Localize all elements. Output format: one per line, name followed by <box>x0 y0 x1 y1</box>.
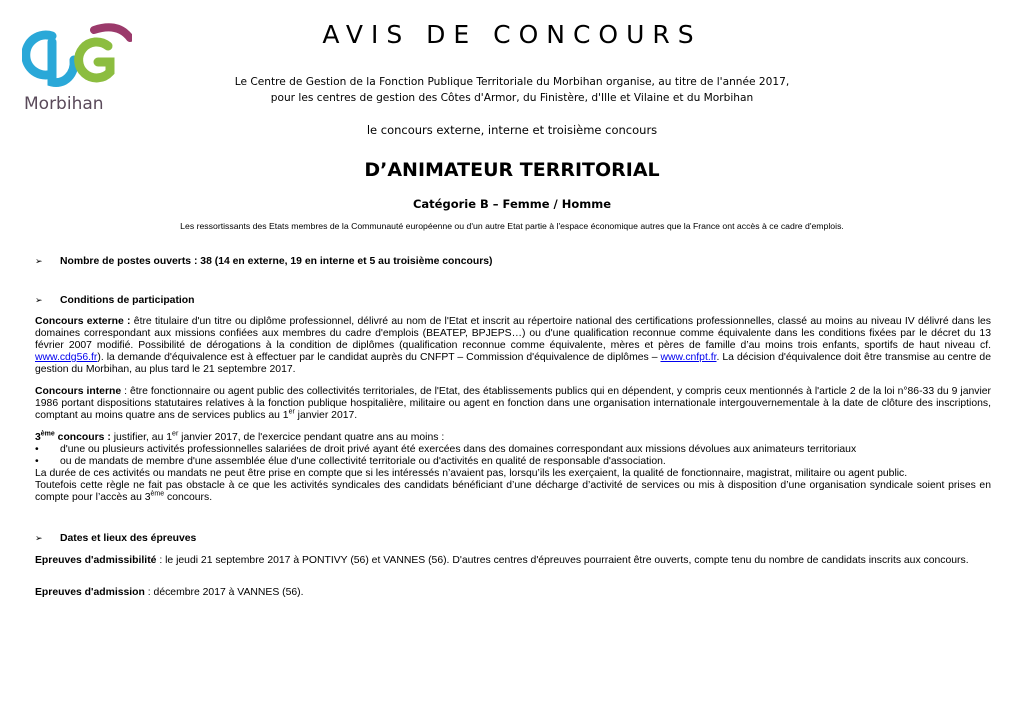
cdg56-link[interactable]: www.cdg56.fr <box>35 352 98 363</box>
conditions-heading-text: Conditions de participation <box>60 295 195 306</box>
list-item: • d'une ou plusieurs activités professionnelles salariées de droit privé ayant été exercées dans des domaines correspondant aux missions dévolues aux animateurs territoriaux <box>35 444 857 455</box>
intro <box>0 75 1024 106</box>
concours-type: le concours externe, interne et troisième concours <box>366 123 658 137</box>
troisieme-concours-paragraph: 3ème concours : justifier, au 1er janvier 2017, de l'exercice pendant quatre ans au moins : • d'une ou plusieurs activités professionnelles salariées de droit privé ayant été exercées dans des domaines correspondant aux missions dévolues aux animateurs territoriaux • ou de mandats de membre d'une assemblée élue d'une collectivité territoriale ou d'activités en qualité de responsable d'association. La durée de ces activités ou mandats ne peut être prise en compte que si les intéressés n’avaient pas, lorsqu’ils les exerçaient, la qualité de fonctionnaire, magistrat, militaire ou agent public. Toutefois cette règle ne fait pas obstacle à ce que les activités syndicales des candidats bénéficiant d’une décharge d’activité de services ou mis à disposition d’une organisation syndicale soient prises en compte pour l’accès au 3ème concours. <box>35 430 991 503</box>
logo-text: Morbihan <box>24 94 104 114</box>
arrow-bullet-icon: ➢ <box>35 295 43 305</box>
grade-title: D’ANIMATEUR TERRITORIAL <box>364 159 660 181</box>
admissibilite-label: Epreuves d'admissibilité <box>35 555 157 566</box>
dates-heading <box>35 533 196 544</box>
postes-text: Nombre de postes ouverts : 38 (14 en externe, 19 en interne et 5 au troisième concours) <box>60 256 493 267</box>
postes-heading <box>35 256 493 267</box>
conditions-heading <box>35 295 195 306</box>
dates-heading-text: Dates et lieux des épreuves <box>60 533 197 544</box>
bullet-dot-icon: • <box>35 456 39 467</box>
arrow-bullet-icon: ➢ <box>35 533 43 543</box>
admissibilite-paragraph: Epreuves d'admissibilité : le jeudi 21 septembre 2017 à PONTIVY (56) et VANNES (56). D'autres centres d'épreuves pourraient être ouverts, compte tenu du nombre de candidats inscrits aux concours. <box>35 555 969 566</box>
troisieme-duree-text: La durée de ces activités ou mandats ne peut être prise en compte que si les intéressés n’avaient pas, lorsqu’ils les exerçaient, la qualité de fonctionnaire, magistrat, militaire ou agent public. <box>35 468 908 479</box>
troisieme-syndical-text: Toutefois cette règle ne fait pas obstacle à ce que les activités syndicales des candidats bénéficiant d’une décharge d’activité de services ou mis à disposition d’une organisation syndicale soient prises en compte pour l’accès au 3ème concours. <box>35 480 991 503</box>
concours-externe-paragraph: Concours externe : être titulaire d'un titre ou diplôme professionnel, délivré au nom de l'Etat et inscrit au répertoire national des certifications professionnelles, classé au moins au niveau IV délivré dans les domaines correspondant aux missions confiées aux membres du cadre d'emplois (BEATEP, BPJEPS…) ou d'une qualification reconnue comme équivalente dans les conditions fixées par le décret du 13 février 2007 modifié. Possibilité de dérogations à la condition de diplômes (qualification reconnue comme équivalente, mères et pères de famille d’au moins trois enfants, sportifs de haut niveau cf. www.cdg56.fr). la demande d'équivalence est à effectuer par le candidat auprès du CNFPT – Commission d'équivalence de diplômes – www.cnfpt.fr. La décision d'équivalence doit être transmise au centre de gestion du Morbihan, au plus tard le 21 septembre 2017. <box>35 316 992 375</box>
page-title: AVIS DE CONCOURS <box>322 20 702 49</box>
admission-paragraph: Epreuves d'admission : décembre 2017 à VANNES (56). <box>35 587 304 598</box>
categorie: Catégorie B – Femme / Homme <box>412 197 612 211</box>
admission-label: Epreuves d'admission <box>35 587 145 598</box>
concours-interne-paragraph: Concours interne : être fonctionnaire ou agent public des collectivités territoriales, de l'Etat, des établissements publics qui en dépendent, y compris ceux mentionnés à l'article 2 de la loi n°86-33 du 9 janvier 1986 portant dispositions statutaires relatives à la fonction publique hospitalière, militaire ou agent en fonction dans une organisation internationale intergouvernementale à la date de clôture des inscriptions, comptant au moins quatre ans de services publics au 1er janvier 2017. <box>35 386 991 421</box>
list-item: • ou de mandats de membre d'une assemblée élue d'une collectivité territoriale ou d'activités en qualité de responsable d'association. <box>35 456 666 467</box>
intro-line-2: pour les centres de gestion des Côtes d'Armor, du Finistère, d'Ille et Vilaine et du Morbihan <box>270 91 754 104</box>
concours-externe-label: Concours externe : <box>35 316 131 327</box>
bullet-dot-icon: • <box>35 444 39 455</box>
troisieme-concours-label: 3ème concours : <box>35 430 111 443</box>
ressortissants-note: Les ressortissants des Etats membres de la Communauté européenne ou d'un autre Etat partie à l'espace économique autres que la France ont accès à ce cadre d'emplois. <box>180 221 844 231</box>
intro-line-1: Le Centre de Gestion de la Fonction Publique Territoriale du Morbihan organise, au titre de l'année 2017, <box>234 76 790 88</box>
cnfpt-link[interactable]: www.cnfpt.fr <box>660 352 717 363</box>
concours-interne-label: Concours interne <box>35 386 122 397</box>
arrow-bullet-icon: ➢ <box>35 256 43 266</box>
